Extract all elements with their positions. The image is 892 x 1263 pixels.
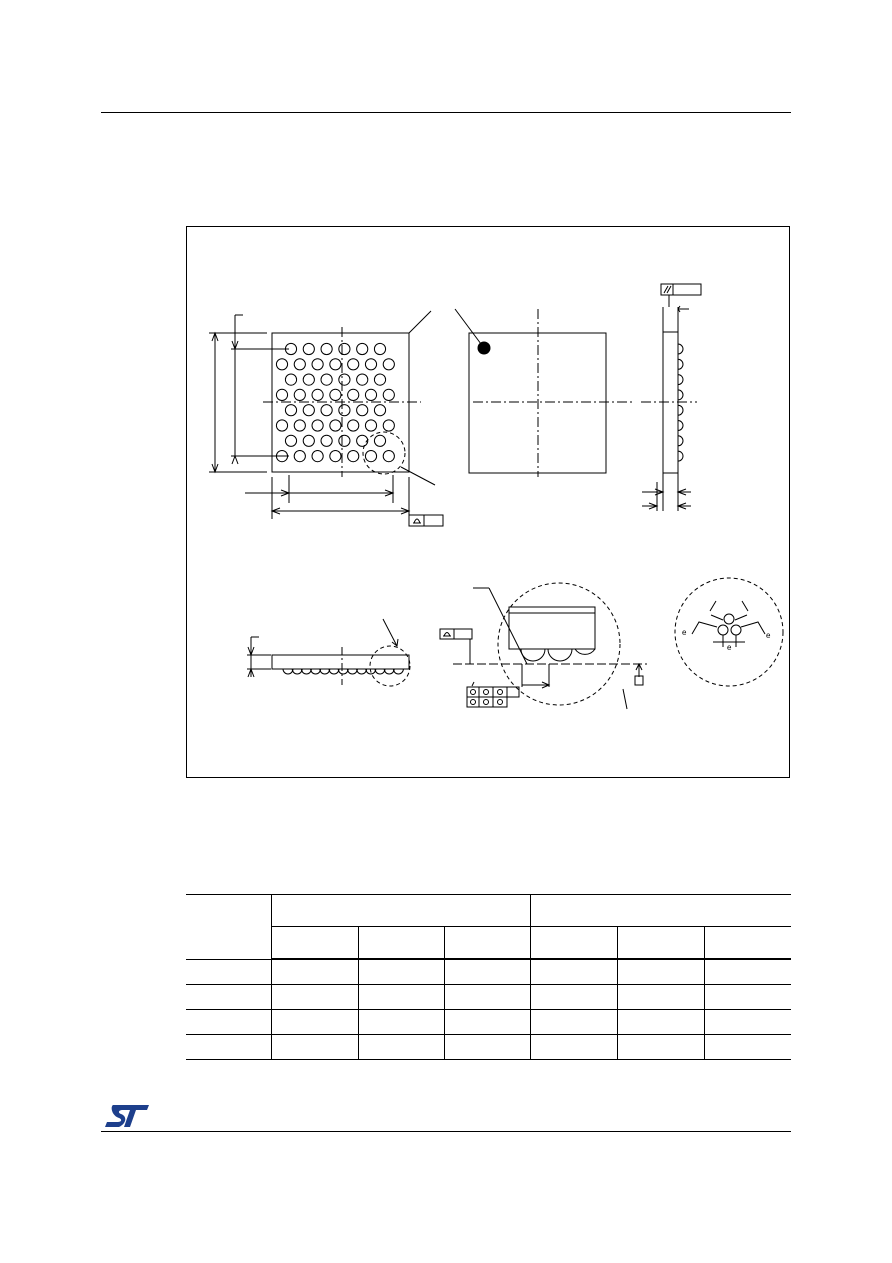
dim-A xyxy=(678,503,691,509)
parallel-symbol xyxy=(664,286,671,293)
side-bump xyxy=(678,451,683,461)
table-cell xyxy=(271,959,358,985)
header-group-1 xyxy=(271,895,530,927)
pitch-ball-top xyxy=(724,614,734,624)
side-bump xyxy=(678,421,683,431)
st-logo xyxy=(103,1103,151,1129)
profile-symbol xyxy=(413,519,421,523)
table-row xyxy=(186,1035,791,1060)
table-cell xyxy=(358,1035,444,1060)
table-row xyxy=(186,959,791,985)
lower-bump xyxy=(329,669,339,674)
pitch-ball-left xyxy=(718,625,728,635)
lower-bump xyxy=(320,669,330,674)
flatness-frame xyxy=(409,515,443,526)
solder-ball xyxy=(303,343,314,354)
dim-arrow xyxy=(678,306,689,312)
solder-ball xyxy=(348,451,359,462)
solder-ball xyxy=(357,374,368,385)
solder-ball xyxy=(365,359,376,370)
top-view xyxy=(209,311,443,526)
table-cell xyxy=(271,1010,358,1035)
lower-bump xyxy=(292,669,302,674)
solder-ball xyxy=(357,405,368,416)
table-cell xyxy=(358,1010,444,1035)
table-cell xyxy=(704,1010,791,1035)
solder-ball xyxy=(312,389,323,400)
pitch-label-right: e xyxy=(766,631,771,640)
lower-detail-leader xyxy=(383,619,397,646)
header-cell xyxy=(444,927,530,960)
table-cell xyxy=(271,985,358,1010)
solder-ball xyxy=(294,451,305,462)
solder-ball xyxy=(374,435,385,446)
solder-ball xyxy=(294,420,305,431)
table-cell xyxy=(358,959,444,985)
pitch-ball-right xyxy=(731,625,741,635)
lower-side-body xyxy=(272,655,409,669)
table-cell xyxy=(186,1035,271,1060)
detail-a-bumps xyxy=(521,649,595,661)
lower-bump xyxy=(338,669,348,674)
lower-bumps xyxy=(283,669,403,674)
side-bumps xyxy=(678,344,683,461)
table-cell xyxy=(704,959,791,985)
detail-a xyxy=(440,583,647,709)
solder-ball xyxy=(339,374,350,385)
ball-grid xyxy=(276,343,394,461)
detail-leader xyxy=(401,467,435,485)
side-bump xyxy=(678,344,683,354)
header-cell xyxy=(358,927,444,960)
position-frame-2 xyxy=(467,697,507,707)
solder-ball xyxy=(285,374,296,385)
header-rule xyxy=(101,112,791,113)
solder-ball xyxy=(383,389,394,400)
solder-ball xyxy=(294,359,305,370)
solder-ball xyxy=(330,389,341,400)
table-cell xyxy=(186,1010,271,1035)
solder-ball xyxy=(365,389,376,400)
pitch-label-bottom: e xyxy=(727,643,732,652)
table-cell xyxy=(444,1010,530,1035)
solder-ball xyxy=(374,374,385,385)
pitch-label-left: e xyxy=(682,628,687,637)
table-cell xyxy=(704,1035,791,1060)
mmc-symbol xyxy=(484,700,489,705)
solder-ball xyxy=(303,435,314,446)
side-bump xyxy=(678,390,683,400)
solder-ball xyxy=(321,343,332,354)
solder-ball xyxy=(303,374,314,385)
table-cell xyxy=(186,985,271,1010)
table-cell xyxy=(358,985,444,1010)
lower-bump xyxy=(384,669,394,674)
solder-ball xyxy=(312,359,323,370)
diameter-mark xyxy=(472,682,474,686)
lower-bump xyxy=(311,669,321,674)
side-view-right xyxy=(641,284,701,511)
table-cell xyxy=(617,1035,704,1060)
solder-ball xyxy=(285,405,296,416)
lower-bump xyxy=(375,669,385,674)
marking-view xyxy=(455,309,633,477)
solder-ball xyxy=(276,420,287,431)
solder-ball xyxy=(374,405,385,416)
table-cell xyxy=(617,959,704,985)
solder-ball xyxy=(285,435,296,446)
table-cell xyxy=(444,985,530,1010)
package-outline-drawing xyxy=(186,226,790,778)
mmc-symbol xyxy=(498,700,503,705)
detail-a-leader xyxy=(489,588,527,664)
solder-ball xyxy=(312,420,323,431)
header-dimension xyxy=(186,895,271,960)
dim-bump xyxy=(522,682,549,688)
solder-ball xyxy=(321,435,332,446)
solder-ball xyxy=(312,451,323,462)
position-symbol xyxy=(471,690,476,695)
solder-ball xyxy=(339,435,350,446)
solder-ball xyxy=(348,389,359,400)
side-view-lower xyxy=(247,619,410,686)
table-cell xyxy=(186,959,271,985)
profile-symbol xyxy=(443,633,451,637)
side-bump xyxy=(678,405,683,415)
solder-ball xyxy=(339,343,350,354)
footer-rule xyxy=(101,1131,791,1132)
table-cell xyxy=(704,985,791,1010)
table-row xyxy=(186,1010,791,1035)
table-row xyxy=(186,985,791,1010)
header-group-2 xyxy=(530,895,791,927)
table-cell xyxy=(530,1035,617,1060)
header-cell xyxy=(704,927,791,960)
lower-bump xyxy=(283,669,293,674)
side-bump xyxy=(678,375,683,385)
table-cell xyxy=(617,1010,704,1035)
solder-ball xyxy=(330,420,341,431)
table-cell xyxy=(530,985,617,1010)
solder-ball xyxy=(321,405,332,416)
lower-bump xyxy=(301,669,311,674)
table-cell xyxy=(271,1035,358,1060)
solder-ball xyxy=(339,405,350,416)
solder-ball xyxy=(348,359,359,370)
solder-ball xyxy=(330,359,341,370)
pitch-arrows xyxy=(711,615,747,620)
table-cell xyxy=(530,1010,617,1035)
table-cell xyxy=(617,985,704,1010)
solder-ball xyxy=(357,343,368,354)
pitch-leaders xyxy=(710,601,748,611)
solder-ball xyxy=(276,359,287,370)
header-cell xyxy=(617,927,704,960)
dim-A1 xyxy=(678,489,691,495)
solder-ball xyxy=(276,389,287,400)
solder-ball xyxy=(348,420,359,431)
solder-ball xyxy=(294,389,305,400)
solder-ball xyxy=(365,451,376,462)
solder-ball xyxy=(330,451,341,462)
solder-ball xyxy=(383,420,394,431)
solder-ball xyxy=(303,405,314,416)
lower-bump xyxy=(393,669,403,674)
mmc-symbol xyxy=(498,690,503,695)
package-outline-svg xyxy=(187,227,791,779)
parallelism-frame xyxy=(661,284,701,295)
position-symbol xyxy=(471,700,476,705)
side-bump xyxy=(678,359,683,369)
dim-A1 xyxy=(642,489,663,495)
side-bump xyxy=(678,436,683,446)
table-cell xyxy=(530,959,617,985)
solder-ball xyxy=(321,374,332,385)
table-cell xyxy=(444,1035,530,1060)
table-cell xyxy=(444,959,530,985)
lower-bump xyxy=(347,669,357,674)
dim-A xyxy=(642,503,657,509)
corner-leader xyxy=(409,311,431,333)
seating-leader xyxy=(623,689,627,709)
solder-ball xyxy=(383,451,394,462)
solder-ball xyxy=(357,435,368,446)
header-cell xyxy=(530,927,617,960)
solder-ball xyxy=(374,343,385,354)
lower-bump xyxy=(357,669,367,674)
header-cell xyxy=(271,927,358,960)
solder-ball xyxy=(383,359,394,370)
dimension-table xyxy=(186,894,791,1060)
lower-detail-circle xyxy=(370,646,410,686)
solder-ball xyxy=(365,420,376,431)
detail-b xyxy=(675,578,783,686)
datum-box xyxy=(635,676,643,685)
st-logo-mark xyxy=(105,1105,149,1127)
mmc-symbol xyxy=(484,690,489,695)
